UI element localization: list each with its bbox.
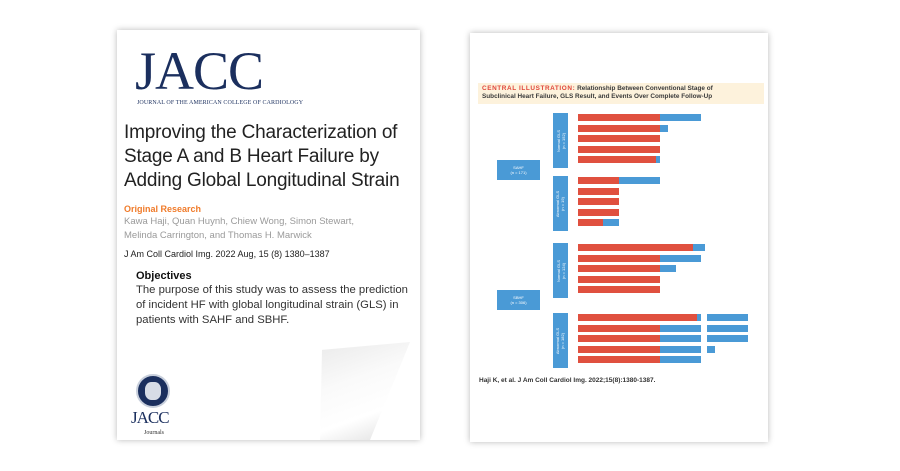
person-no-event-icon <box>656 177 660 184</box>
person-no-event-icon <box>697 114 701 121</box>
subgroup-box <box>553 176 568 231</box>
pictogram-row <box>578 209 619 216</box>
person-no-event-icon <box>697 335 701 342</box>
pictogram-row <box>578 156 660 163</box>
person-no-event-icon <box>697 356 701 363</box>
person-no-event-icon <box>744 335 748 342</box>
person-no-event-icon <box>744 314 748 321</box>
objectives-heading: Objectives <box>136 270 192 282</box>
article-type: Original Research <box>124 204 202 214</box>
group-n: (n = 171) <box>510 170 527 175</box>
page-curl <box>310 340 420 440</box>
person-no-event-icon <box>615 219 619 226</box>
pictogram-row <box>578 255 701 262</box>
illustration-label: CENTRAL ILLUSTRATION: <box>482 85 576 92</box>
subgroup-name: Abnormal GLS <box>555 190 561 217</box>
central-illustration-page[interactable] <box>470 33 768 442</box>
person-no-event-icon <box>664 125 668 132</box>
pictogram-row <box>578 135 660 142</box>
person-no-event-icon <box>697 255 701 262</box>
person-no-event-icon <box>656 156 660 163</box>
journals-label: Journals <box>144 430 164 436</box>
pictogram-row <box>578 146 660 153</box>
jacc-seal-icon <box>136 374 170 408</box>
person-event-icon <box>656 146 660 153</box>
group-name: SAHF <box>513 165 524 170</box>
article-title: Improving the Characterization of Stage A and B Heart Failure by Adding Global Longitudinal Strain <box>124 122 400 191</box>
pictogram-row <box>578 198 619 205</box>
pictogram-row <box>578 188 619 195</box>
pictogram-row <box>578 125 668 132</box>
person-event-icon <box>656 276 660 283</box>
group-name: SBHF <box>513 295 524 300</box>
person-no-event-icon <box>697 314 701 321</box>
pictogram-row <box>578 177 660 184</box>
group-box-sahf <box>497 160 540 180</box>
cover-text-column <box>117 41 420 328</box>
objectives-text: The purpose of this study was to assess the prediction <box>136 284 408 296</box>
person-no-event-icon <box>697 346 701 353</box>
jacc-logo: JACC <box>135 41 264 101</box>
person-no-event-icon <box>701 244 705 251</box>
subgroup-name: Abnormal GLS <box>555 327 561 354</box>
pictogram-row <box>578 325 748 332</box>
pictogram-row <box>578 114 701 121</box>
jacc-journals-logo: JACC <box>131 408 169 427</box>
subgroup-box <box>553 313 568 368</box>
person-event-icon <box>615 188 619 195</box>
pictogram-row <box>578 356 701 363</box>
person-event-icon <box>656 135 660 142</box>
person-no-event-icon <box>744 325 748 332</box>
pictogram-row <box>578 244 705 251</box>
illustration-title: Relationship Between Conventional Stage of <box>577 85 713 92</box>
subgroup-n: (n = 124) <box>560 262 566 279</box>
subgroup-box <box>553 243 568 298</box>
person-no-event-icon <box>711 346 715 353</box>
subgroup-n: (n = 182) <box>560 332 566 349</box>
pictogram-row <box>578 276 660 283</box>
pictogram-row <box>578 265 676 272</box>
subgroup-n: (n = 19) <box>560 196 566 211</box>
illustration-reference: Haji K, et al. J Am Coll Cardiol Img. 2022;15(8):1380-1387. <box>479 377 656 384</box>
group-box-sbhf <box>497 290 540 310</box>
pictogram-row <box>578 335 748 342</box>
person-no-event-icon <box>672 265 676 272</box>
person-event-icon <box>656 286 660 293</box>
person-event-icon <box>615 198 619 205</box>
person-no-event-icon <box>697 325 701 332</box>
group-n: (n = 306) <box>510 300 527 305</box>
journal-name: JOURNAL OF THE AMERICAN COLLEGE OF CARDIOLOGY <box>137 100 304 106</box>
illustration-title: Subclinical Heart Failure, GLS Result, and Events Over Complete Follow-Up <box>482 93 713 100</box>
illustration-header <box>478 83 764 104</box>
pictogram-row <box>578 346 715 353</box>
pictogram-row <box>578 286 660 293</box>
objectives-text: patients with SAHF and SBHF. <box>136 314 290 326</box>
person-event-icon <box>615 209 619 216</box>
objectives-text: of incident HF with global longitudinal strain (GLS) in <box>136 299 399 311</box>
pictogram-row <box>578 314 748 321</box>
subgroup-box <box>553 113 568 168</box>
subgroup-name: Normal GLS <box>555 129 561 152</box>
subgroup-name: Normal GLS <box>555 259 561 282</box>
pictogram-row <box>578 219 619 226</box>
authors-line: Melinda Carrington, and Thomas H. Marwick <box>124 230 312 241</box>
citation: J Am Coll Cardiol Img. 2022 Aug, 15 (8) 1380–1387 <box>124 249 330 259</box>
article-cover-page[interactable] <box>117 30 420 440</box>
authors-line: Kawa Haji, Quan Huynh, Chiew Wong, Simon Stewart, <box>124 216 355 227</box>
subgroup-n: (n = 152) <box>560 132 566 149</box>
